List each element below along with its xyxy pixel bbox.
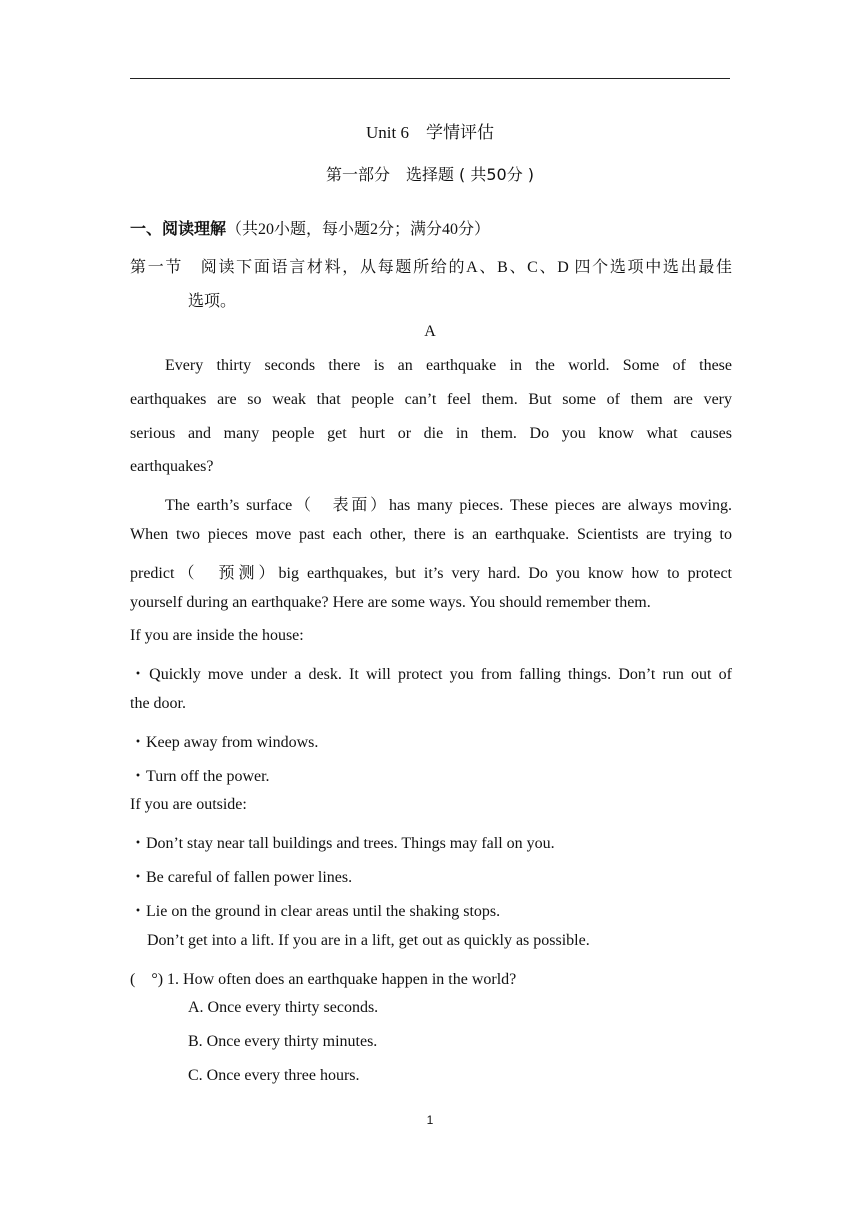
- subsection-line-2: 选项。: [188, 293, 237, 310]
- para2-line: predict（ 预测）big earthquakes, but it’s very hard. Do you know how to protect: [130, 565, 732, 582]
- header-rule: [130, 78, 730, 79]
- subsection-line-1: 第一节 阅读下面语言材料，从每题所给的A、B、C、D 四个选项中选出最佳: [130, 259, 732, 276]
- unit-title: Unit 6 学情评估: [366, 123, 494, 142]
- question-1-option: A. Once every thirty seconds.: [188, 999, 379, 1016]
- inside-item: ・Keep away from windows.: [130, 734, 319, 751]
- section-heading-note: （共20小题，每小题2分；满分40分）: [226, 221, 491, 238]
- inside-item: ・Quickly move under a desk. It will protect you from falling things. Don’t run out of: [130, 666, 732, 683]
- inside-heading: If you are inside the house:: [130, 627, 304, 644]
- para1-line: earthquakes?: [130, 458, 214, 475]
- para1-line: serious and many people get hurt or die in them. Do you know what causes: [130, 425, 732, 442]
- question-1-stem: ( °) 1. How often does an earthquake happen in the world?: [130, 971, 517, 988]
- outside-item: ・Be careful of fallen power lines.: [130, 869, 353, 886]
- question-1-option: C. Once every three hours.: [188, 1067, 360, 1084]
- question-1-option: B. Once every thirty minutes.: [188, 1033, 378, 1050]
- outside-item: ・Don’t stay near tall buildings and trees. Things may fall on you.: [130, 835, 555, 852]
- para1-line: Every thirty seconds there is an earthquake in the world. Some of these: [165, 357, 732, 374]
- para2-line: The earth’s surface（ 表面）has many pieces. These pieces are always moving.: [165, 497, 732, 514]
- section-heading-label: 一、阅读理解: [130, 219, 227, 238]
- part-title: 第一部分 选择题 ( 共50分 ): [325, 165, 535, 184]
- para1-line: earthquakes are so weak that people can’t feel them. But some of them are very: [130, 391, 732, 408]
- outside-heading: If you are outside:: [130, 796, 247, 813]
- lift-note: Don’t get into a lift. If you are in a lift, get out as quickly as possible.: [147, 932, 590, 949]
- passage-label: A: [424, 323, 436, 340]
- inside-item: ・Turn off the power.: [130, 768, 270, 785]
- para2-line: When two pieces move past each other, there is an earthquake. Scientists are trying to: [130, 526, 732, 543]
- outside-item: ・Lie on the ground in clear areas until the shaking stops.: [130, 903, 501, 920]
- para2-line: yourself during an earthquake? Here are some ways. You should remember them.: [130, 594, 651, 611]
- inside-item: the door.: [130, 695, 186, 712]
- page-number: 1: [426, 1113, 434, 1127]
- section-heading: [130, 216, 490, 239]
